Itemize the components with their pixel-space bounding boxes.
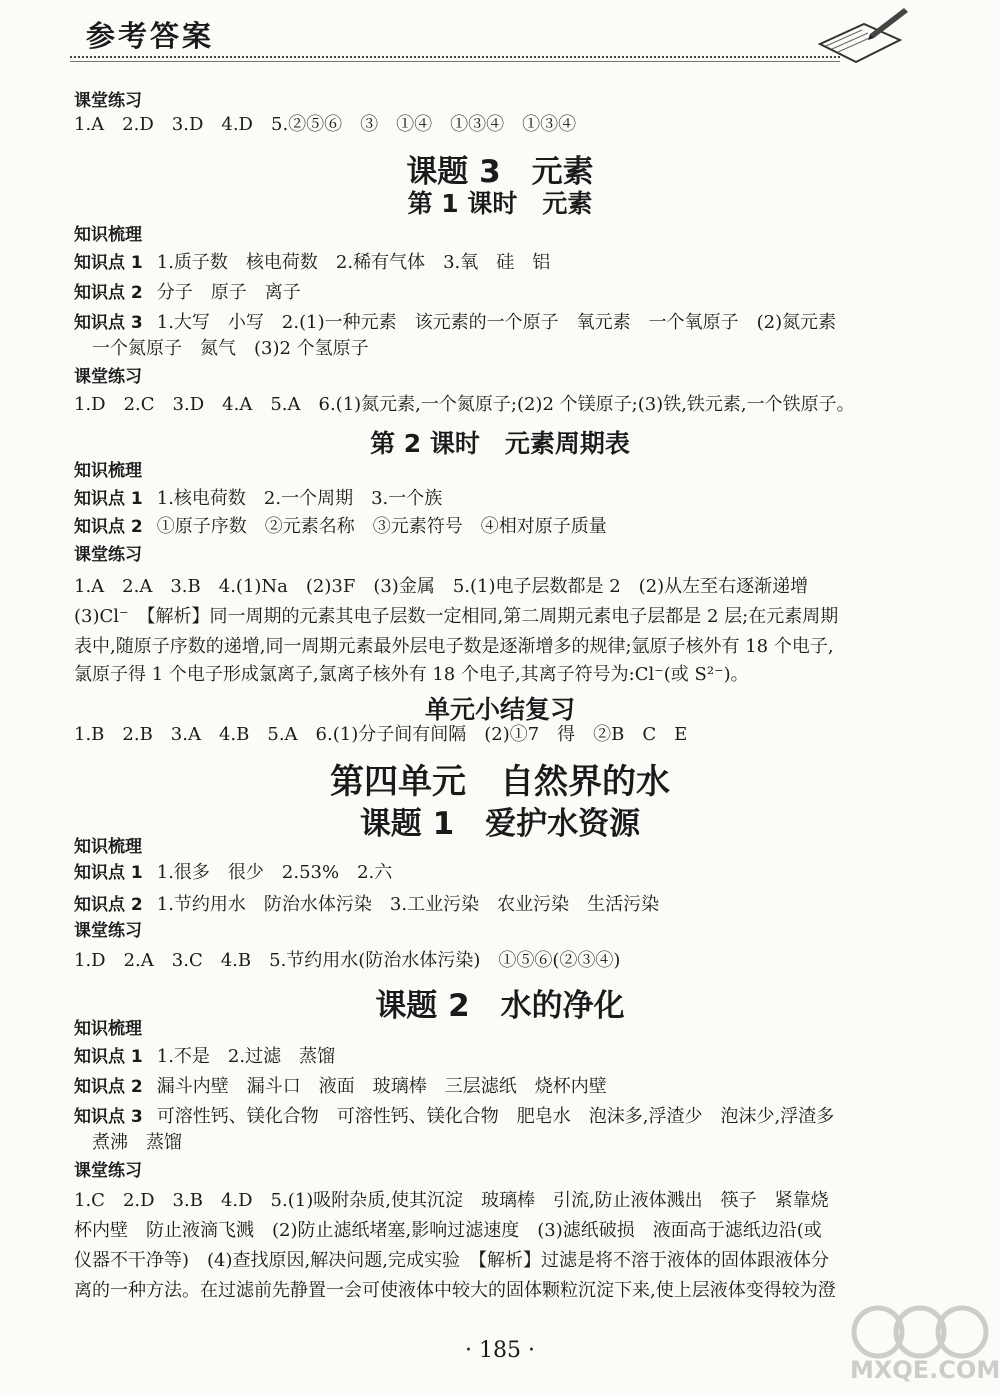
lesson-heading: 课题 3 元素 (406, 154, 594, 190)
section-label: 课堂练习 (74, 91, 142, 111)
watermark-logo-icon (850, 1304, 990, 1360)
header-rule (70, 56, 840, 58)
knowledge-point-line: 知识点 1 1.核电荷数 2.一个周期 3.一个族 (74, 488, 443, 509)
answer-line: (3)Cl⁻ 【解析】同一周期的元素其电子层数一定相同,第二周期元素电子层都是 2 层;在元素周期 (74, 606, 839, 627)
knowledge-point-line: 知识点 1 1.质子数 核电荷数 2.稀有气体 3.氧 硅 铝 (74, 252, 551, 273)
knowledge-point-line: 知识点 2 ①原子序数 ②元素名称 ③元素符号 ④相对原子质量 (74, 516, 607, 537)
knowledge-point-line: 知识点 2 1.节约用水 防治水体污染 3.工业污染 农业污染 生活污染 (74, 894, 660, 915)
watermark-text: MXQE.COM (850, 1356, 1000, 1384)
knowledge-point-line: 知识点 3 可溶性钙、镁化合物 可溶性钙、镁化合物 肥皂水 泡沫多,浮渣少 泡沫少,浮渣多 (74, 1106, 835, 1127)
answer-line: 1.D 2.A 3.C 4.B 5.节约用水(防治水体污染) ①⑤⑥(②③④) (74, 950, 621, 971)
answer-line: 煮沸 蒸馏 (92, 1132, 182, 1153)
watermark (850, 1304, 1000, 1386)
section-label: 知识梳理 (74, 837, 142, 857)
section-label: 知识梳理 (74, 225, 142, 245)
answer-line: 一个氮原子 氮气 (3)2 个氢原子 (92, 338, 369, 359)
answer-line: 离的一种方法。在过滤前先静置一会可使液体中较大的固体颗粒沉淀下来,使上层液体变得较为澄 (74, 1280, 836, 1301)
knowledge-point-line: 知识点 3 1.大写 小写 2.(1)一种元素 该元素的一个原子 氧元素 一个氧原子 (2)氮元素 (74, 312, 837, 333)
unit-heading: 第四单元 自然界的水 (330, 762, 670, 802)
review-heading: 单元小结复习 (424, 695, 575, 724)
lesson-heading: 课题 1 爱护水资源 (359, 806, 641, 842)
lesson-heading: 课题 2 水的净化 (375, 988, 625, 1024)
answer-line: 1.B 2.B 3.A 4.B 5.A 6.(1)分子间有间隔 (2)①7 得 ②B C E (74, 724, 688, 745)
answer-line: 1.A 2.D 3.D 4.D 5.②⑤⑥ ③ ①④ ①③④ ①③④ (74, 114, 577, 135)
answer-line: 表中,随原子序数的递增,同一周期元素最外层电子数是逐渐增多的规律;氩原子核外有 18 个电子, (74, 636, 834, 657)
section-label: 课堂练习 (74, 545, 142, 565)
section-label: 课堂练习 (74, 921, 142, 941)
header-rule-solid (70, 61, 840, 62)
knowledge-point-line: 知识点 1 1.很多 很少 2.53% 2.六 (74, 862, 393, 883)
page-number: · 185 · (465, 1338, 535, 1363)
answer-line: 1.A 2.A 3.B 4.(1)Na (2)3F (3)金属 5.(1)电子层数都是 2 (2)从左至右逐渐递增 (74, 576, 809, 597)
answer-line: 仪器不干净等) (4)查找原因,解决问题,完成实验 【解析】过滤是将不溶于液体的固体跟液体分 (74, 1250, 829, 1271)
period-heading: 第 1 课时 元素 (407, 189, 593, 218)
answer-line: 杯内壁 防止液滴飞溅 (2)防止滤纸堵塞,影响过滤速度 (3)滤纸破损 液面高于滤纸边沿(或 (74, 1220, 822, 1241)
section-label: 课堂练习 (74, 367, 142, 387)
answer-line: 1.D 2.C 3.D 4.A 5.A 6.(1)氮元素,一个氮原子;(2)2 个镁原子;(3)铁,铁元素,一个铁原子。 (74, 394, 855, 415)
knowledge-point-line: 知识点 1 1.不是 2.过滤 蒸馏 (74, 1046, 336, 1067)
answer-line: 1.C 2.D 3.B 4.D 5.(1)吸附杂质,使其沉淀 玻璃棒 引流,防止液体溅出 筷子 紧靠烧 (74, 1190, 829, 1211)
answer-line: 氯原子得 1 个电子形成氯离子,氯离子核外有 18 个电子,其离子符号为:Cl⁻(或 S²⁻)。 (74, 664, 749, 685)
section-label: 知识梳理 (74, 461, 142, 481)
knowledge-point-line: 知识点 2 分子 原子 离子 (74, 282, 301, 303)
period-heading: 第 2 课时 元素周期表 (370, 429, 630, 458)
section-label: 知识梳理 (74, 1019, 142, 1039)
section-label: 课堂练习 (74, 1161, 142, 1181)
header-title: 参考答案 (86, 19, 215, 53)
knowledge-point-line: 知识点 2 漏斗内壁 漏斗口 液面 玻璃棒 三层滤纸 烧杯内壁 (74, 1076, 607, 1097)
notebook-pencil-icon (812, 4, 912, 66)
